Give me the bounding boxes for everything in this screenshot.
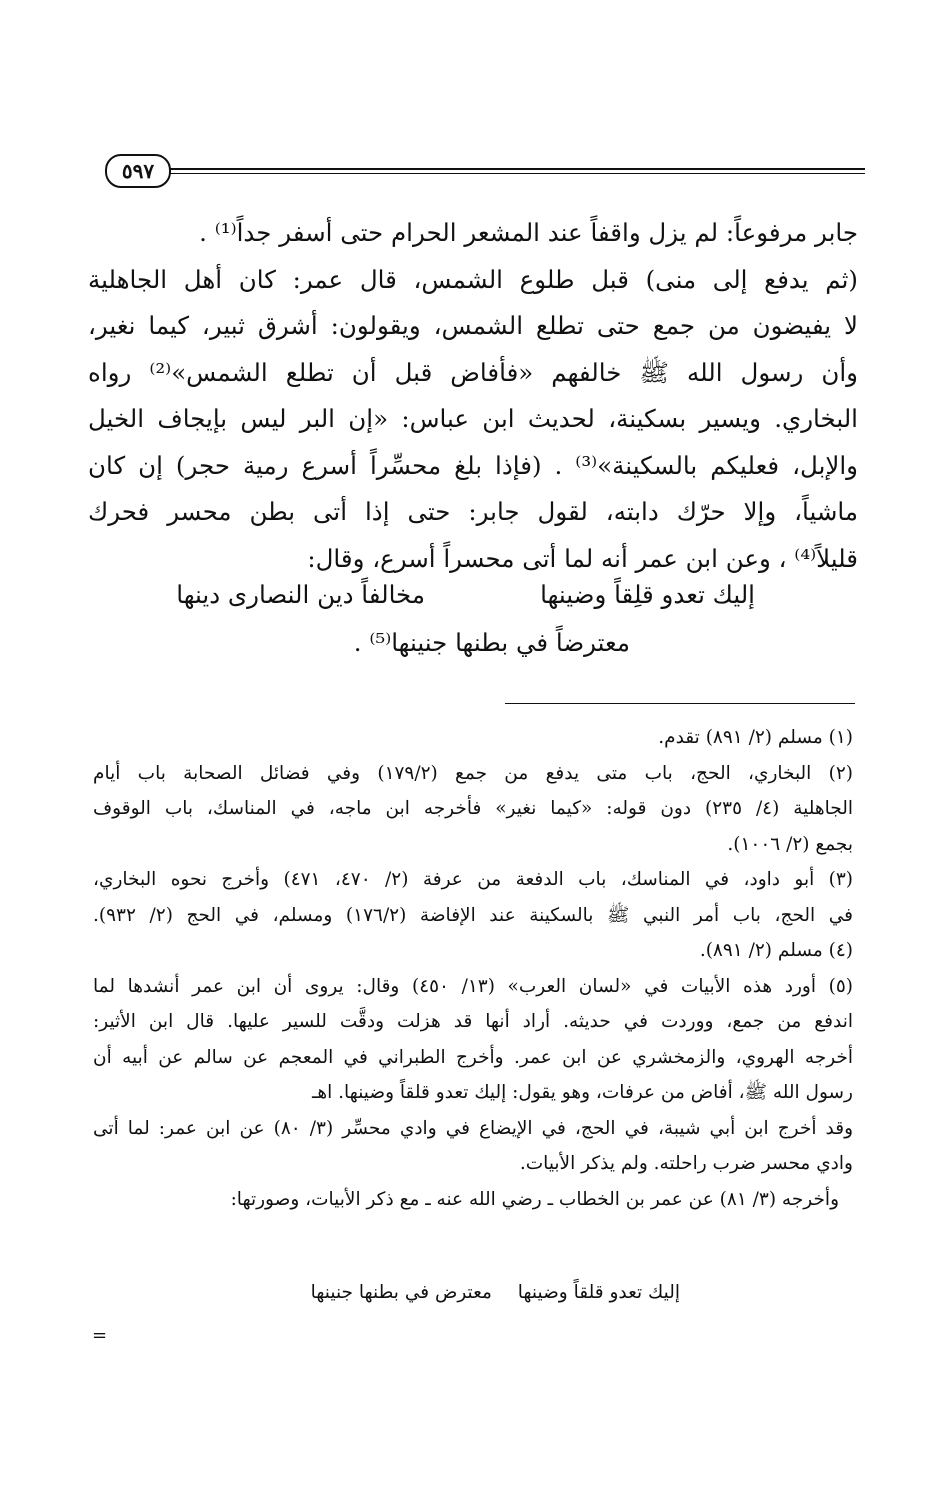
footnote-5-line-1: (٥) أورد هذه الأبيات في «لسان العرب» (١٣/ ٤٥٠) وقال: يروى أن ابن عمر أنشدها لما bbox=[93, 975, 853, 997]
footnote-5-line-7: وأخرجه (٣/ ٨١) عن عمر بن الخطاب ـ رضي الله عنه ـ مع ذكر الأبيات، وصورتها: bbox=[230, 1188, 839, 1210]
verse-hemistich-2: مخالفاً دين النصارى دينها bbox=[176, 580, 425, 609]
footnote-3-line-2: في الحج، باب أمر النبي ﷺ بالسكينة عند الإفاضة (١٧٦/٢) ومسلم، في الحج (٢/ ٩٣٢). bbox=[93, 904, 854, 926]
page-header bbox=[105, 148, 865, 194]
header-rule-thin bbox=[165, 173, 865, 174]
footnote-verse-hemistich-2: معترض في بطنها جنينها bbox=[310, 1282, 492, 1303]
footnote-5-line-2: اندفع من جمع، ووردت في حديثه. أراد أنها قد هزلت ودقَّت للسير عليها. قال ابن الأثير: bbox=[93, 1011, 853, 1032]
footnote-4-line-1: (٤) مسلم (٢/ ٨٩١). bbox=[699, 940, 853, 961]
header-rule bbox=[165, 168, 865, 170]
main-line-6: والإبل، فعليكم بالسكينة»⁽³⁾ . (فإذا بلغ محسِّراً أسرع رمية حجر) إن كان bbox=[88, 450, 858, 480]
main-line-2: (ثم يدفع إلى منى) قبل طلوع الشمس، قال عمر: كان أهل الجاهلية bbox=[88, 264, 858, 294]
footnote-3-line-1: (٣) أبو داود، في المناسك، باب الدفعة من عرفة (٢/ ٤٧٠، ٤٧١) وأخرج نحوه البخاري، bbox=[93, 869, 854, 890]
main-line-1: جابر مرفوعاً: لم يزل واقفاً عند المشعر الحرام حتى أسفر جداً⁽¹⁾ . bbox=[199, 218, 858, 247]
footnotes bbox=[93, 720, 853, 1217]
footnote-separator bbox=[505, 703, 855, 704]
main-text bbox=[88, 210, 858, 582]
main-line-4: وأن رسول الله ﷺ خالفهم «فأفاض قبل أن تطلع الشمس»⁽²⁾ رواه bbox=[88, 357, 858, 387]
footnote-5-line-6: وادي محسر ضرب راحلته. ولم يذكر الأبيات. bbox=[519, 1153, 853, 1174]
footnote-1-line-1: (١) مسلم (٢/ ٨٩١) تقدم. bbox=[658, 727, 853, 748]
footnote-2-line-3: بجمع (٢/ ١٠٠٦). bbox=[727, 833, 853, 855]
footnote-5-line-4: رسول الله ﷺ، أفاض من عرفات، وهو يقول: إليك تعدو قلقاً وضينها. اهـ bbox=[311, 1082, 853, 1103]
main-line-5: البخاري. ويسير بسكينة، لحديث ابن عباس: «إن البر ليس بإيجاف الخيل bbox=[88, 404, 858, 433]
footnote-verse-hemistich-1: إليك تعدو قلقاً وضينها bbox=[517, 1282, 680, 1303]
footnote-verse bbox=[311, 1282, 680, 1303]
footnote-5-line-3: أخرجه الهروي، والزمخشري عن ابن عمر. وأخرج الطبراني في المعجم عن سالم عن أبيه أن bbox=[93, 1046, 853, 1068]
main-line-7: ماشياً، وإلا حرّك دابته، لقول جابر: حتى إذا أتى بطن محسر فحرك bbox=[88, 497, 858, 526]
page-number: ٥٩٧ bbox=[105, 154, 171, 188]
verse-hemistich-1: إليك تعدو قلِقاً وضينها bbox=[540, 580, 755, 609]
main-line-3: لا يفيضون من جمع حتى تطلع الشمس، ويقولون: أشرق ثبير، كيما نغير، bbox=[88, 311, 858, 340]
main-line-8: قليلاً⁽⁴⁾ ، وعن ابن عمر أنه لما أتى محسراً أسرع، وقال: bbox=[307, 543, 858, 573]
verse-hemistich-3: معترضاً في بطنها جنينها⁽⁵⁾ . bbox=[353, 628, 630, 657]
footnote-5-line-5: وقد أخرج ابن أبي شيبة، في الحج، في الإيضاع في وادي محسِّر (٣/ ٨٠) عن ابن عمر: لما أتى bbox=[93, 1117, 854, 1139]
footnote-2-line-2: الجاهلية (٤/ ٢٣٥) دون قوله: «كيما نغير» فأخرجه ابن ماجه، في المناسك، باب الوقوف bbox=[93, 798, 853, 819]
continuation-mark: = bbox=[92, 1325, 108, 1346]
footnote-2-line-1: (٢) البخاري، الحج، باب متى يدفع من جمع (١٧٩/٢) وفي فضائل الصحابة باب أيام bbox=[93, 762, 853, 784]
